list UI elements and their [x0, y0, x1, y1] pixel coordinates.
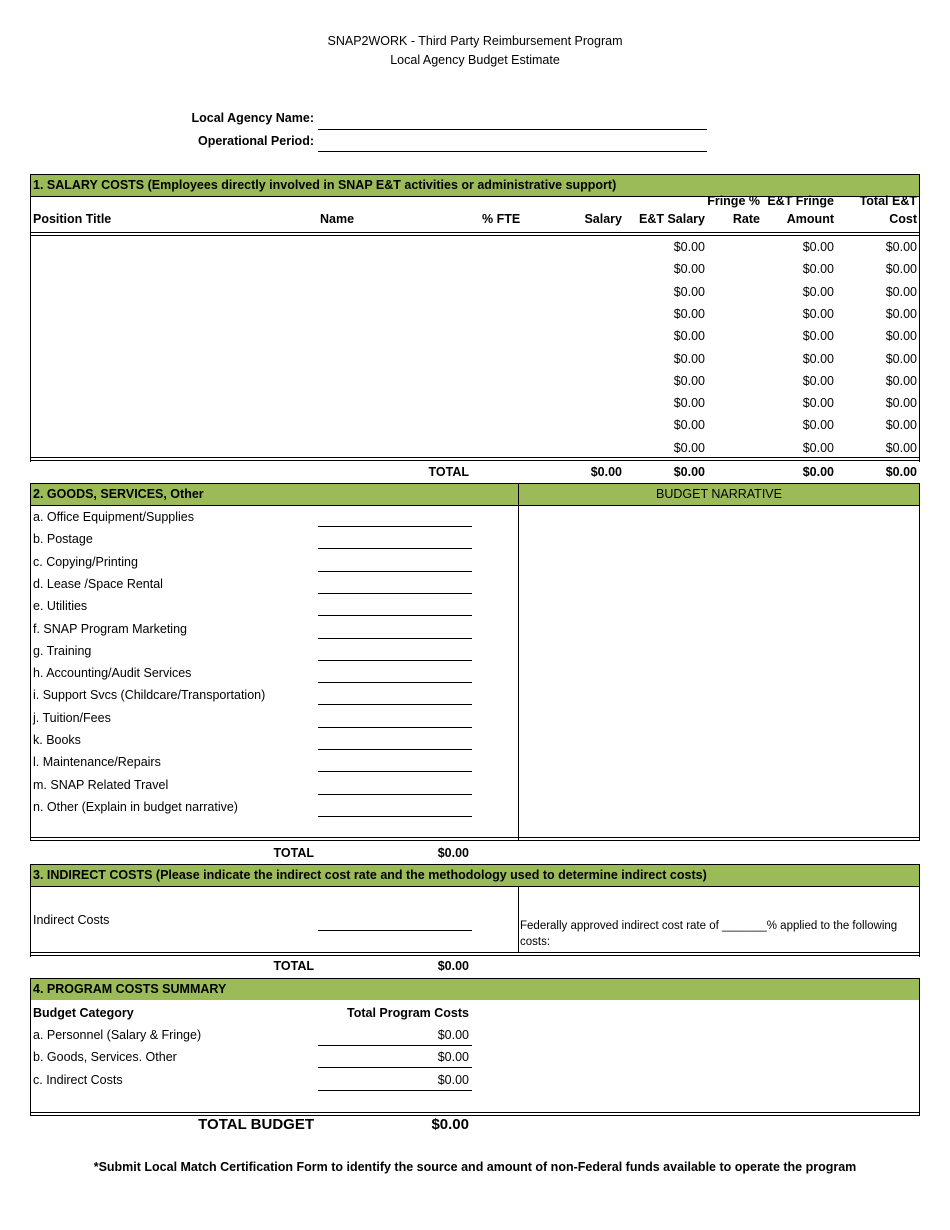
- goods-item-amount-field[interactable]: [318, 638, 472, 639]
- goods-item-label: c. Copying/Printing: [33, 554, 138, 569]
- summary-row-label: a. Personnel (Salary & Fringe): [33, 1028, 202, 1042]
- budget-narrative-header: BUDGET NARRATIVE: [519, 484, 919, 505]
- salary-header: 1. SALARY COSTS (Employees directly involved in SNAP E&T activities or administrative support): [31, 175, 919, 196]
- row-total-cost: $0.00: [885, 418, 917, 433]
- summary-row-value: $0.00: [437, 1050, 469, 1065]
- row-et-salary: $0.00: [673, 418, 705, 433]
- row-total-cost: $0.00: [885, 440, 917, 455]
- goods-item-amount-field[interactable]: [318, 660, 472, 661]
- goods-item-label: l. Maintenance/Repairs: [33, 755, 161, 770]
- salary-total-et-fringe: $0.00: [802, 465, 834, 479]
- operational-period-label: Operational Period:: [198, 134, 314, 148]
- row-total-cost: $0.00: [885, 284, 917, 299]
- row-et-fringe: $0.00: [802, 351, 834, 366]
- form-title: SNAP2WORK - Third Party Reimbursement Program: [327, 34, 623, 48]
- agency-name-label: Local Agency Name:: [191, 111, 314, 125]
- indirect-costs-field[interactable]: [318, 930, 472, 931]
- summary-row-underline: [318, 1067, 472, 1068]
- goods-item-amount-field[interactable]: [318, 771, 472, 772]
- goods-item-label: m. SNAP Related Travel: [33, 777, 169, 792]
- summary-row-underline: [318, 1090, 472, 1091]
- row-et-fringe: $0.00: [802, 373, 834, 388]
- indirect-costs-label: Indirect Costs: [33, 913, 110, 927]
- goods-item-amount-field[interactable]: [318, 593, 472, 594]
- goods-item-amount-field[interactable]: [318, 794, 472, 795]
- summary-row-label: c. Indirect Costs: [33, 1072, 123, 1087]
- col-name: Name: [320, 212, 355, 226]
- row-et-salary: $0.00: [673, 396, 705, 411]
- indirect-total-value: $0.00: [437, 959, 469, 973]
- total-budget-label: TOTAL BUDGET: [198, 1116, 314, 1133]
- row-et-fringe: $0.00: [802, 396, 834, 411]
- goods-item-amount-field[interactable]: [318, 615, 472, 616]
- row-et-fringe: $0.00: [802, 440, 834, 455]
- row-total-cost: $0.00: [885, 373, 917, 388]
- row-et-salary: $0.00: [673, 284, 705, 299]
- goods-item-amount-field[interactable]: [318, 704, 472, 705]
- agency-name-field[interactable]: [318, 129, 707, 130]
- budget-narrative-area[interactable]: [522, 510, 915, 832]
- total-budget-value: $0.00: [431, 1116, 469, 1133]
- summary-row-underline: [318, 1045, 472, 1046]
- row-et-salary: $0.00: [673, 351, 705, 366]
- goods-item-amount-field[interactable]: [318, 816, 472, 817]
- summary-row-value: $0.00: [437, 1072, 469, 1087]
- goods-item-label: g. Training: [33, 643, 92, 658]
- goods-header: 2. GOODS, SERVICES, Other: [31, 484, 919, 505]
- row-total-cost: $0.00: [885, 240, 917, 254]
- row-et-salary: $0.00: [673, 262, 705, 277]
- goods-item-amount-field[interactable]: [318, 727, 472, 728]
- row-total-cost: $0.00: [885, 329, 917, 344]
- operational-period-field[interactable]: [318, 151, 707, 152]
- col-total-cost-top: Total E&T: [859, 194, 917, 208]
- summary-col-total: Total Program Costs: [346, 1006, 469, 1020]
- row-total-cost: $0.00: [885, 262, 917, 277]
- row-et-salary: $0.00: [673, 329, 705, 344]
- goods-total-value: $0.00: [437, 846, 469, 860]
- indirect-rate-note-cont: costs:: [520, 936, 551, 948]
- col-et-salary: E&T Salary: [638, 212, 705, 226]
- row-et-salary: $0.00: [673, 373, 705, 388]
- col-total-cost-bottom: Cost: [889, 212, 917, 226]
- row-et-fringe: $0.00: [802, 418, 834, 433]
- col-et-fringe-top: E&T Fringe: [767, 194, 834, 208]
- summary-col-category: Budget Category: [33, 1006, 134, 1020]
- row-et-fringe: $0.00: [802, 262, 834, 277]
- goods-item-label: n. Other (Explain in budget narrative): [33, 799, 238, 814]
- goods-item-label: b. Postage: [33, 532, 93, 547]
- goods-item-label: j. Tuition/Fees: [33, 710, 111, 725]
- row-et-salary: $0.00: [673, 440, 705, 455]
- goods-item-label: i. Support Svcs (Childcare/Transportation): [33, 688, 266, 703]
- col-fringe-rate-bottom: Rate: [732, 212, 760, 226]
- goods-item-amount-field[interactable]: [318, 682, 472, 683]
- salary-total-salary: $0.00: [590, 465, 622, 479]
- goods-total-label: TOTAL: [273, 846, 314, 860]
- salary-total-et-salary: $0.00: [673, 465, 705, 479]
- col-fte: % FTE: [482, 212, 521, 226]
- goods-item-amount-field[interactable]: [318, 548, 472, 549]
- goods-item-label: e. Utilities: [33, 599, 88, 614]
- goods-item-amount-field[interactable]: [318, 571, 472, 572]
- goods-item-label: h. Accounting/Audit Services: [33, 666, 192, 681]
- indirect-rate-note: Federally approved indirect cost rate of _______% applied to the following: [520, 920, 898, 932]
- col-salary: Salary: [584, 212, 622, 226]
- goods-item-label: d. Lease /Space Rental: [33, 576, 163, 591]
- summary-header: 4. PROGRAM COSTS SUMMARY: [31, 979, 919, 1000]
- goods-item-amount-field[interactable]: [318, 749, 472, 750]
- row-total-cost: $0.00: [885, 396, 917, 411]
- row-et-fringe: $0.00: [802, 240, 834, 254]
- row-et-fringe: $0.00: [802, 329, 834, 344]
- row-et-fringe: $0.00: [802, 284, 834, 299]
- goods-item-label: k. Books: [33, 733, 81, 747]
- summary-row-value: $0.00: [437, 1028, 469, 1042]
- footnote: *Submit Local Match Certification Form to identify the source and amount of non-Federal funds available to operate the program: [93, 1160, 857, 1174]
- form-subtitle: Local Agency Budget Estimate: [390, 53, 560, 67]
- col-fringe-rate-top: Fringe %: [707, 194, 760, 208]
- row-total-cost: $0.00: [885, 306, 917, 321]
- indirect-total-label: TOTAL: [273, 959, 314, 973]
- goods-item-amount-field[interactable]: [318, 526, 472, 527]
- goods-item-label: a. Office Equipment/Supplies: [33, 510, 194, 524]
- salary-total-cost: $0.00: [885, 465, 917, 479]
- row-et-fringe: $0.00: [802, 306, 834, 321]
- row-et-salary: $0.00: [673, 240, 705, 254]
- indirect-header: 3. INDIRECT COSTS (Please indicate the indirect cost rate and the methodology used to determine indirect costs): [31, 865, 919, 886]
- row-total-cost: $0.00: [885, 351, 917, 366]
- col-et-fringe-bottom: Amount: [786, 212, 834, 226]
- row-et-salary: $0.00: [673, 306, 705, 321]
- goods-item-label: f. SNAP Program Marketing: [33, 621, 187, 636]
- summary-row-label: b. Goods, Services. Other: [33, 1050, 177, 1065]
- col-position-title: Position Title: [33, 212, 112, 226]
- salary-total-label: TOTAL: [428, 465, 469, 479]
